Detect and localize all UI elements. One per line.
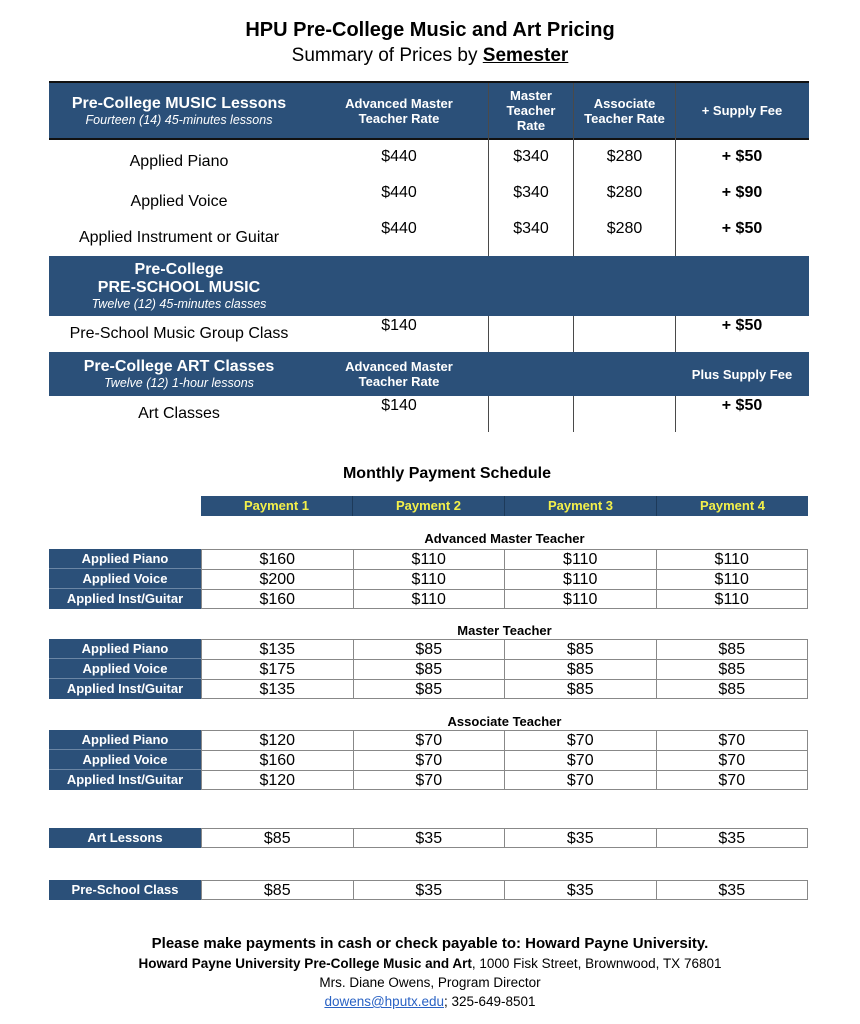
price-supply-fee: + $50 bbox=[721, 148, 763, 165]
payment-cell: $70 bbox=[657, 730, 809, 750]
payment-cell: $35 bbox=[657, 828, 809, 848]
schedule-grid-advanced-master bbox=[49, 549, 808, 609]
payment-cell: $35 bbox=[505, 880, 657, 900]
price-supply-fee: + $50 bbox=[721, 317, 763, 334]
email-link[interactable]: dowens@hputx.edu bbox=[324, 994, 444, 1009]
payment-cell: $160 bbox=[202, 589, 354, 609]
payment-cell: $85 bbox=[354, 639, 506, 659]
price-master: $340 bbox=[513, 184, 549, 201]
price-associate: $280 bbox=[606, 148, 643, 165]
table-row bbox=[49, 569, 808, 589]
row-label: Pre-School Music Group Class bbox=[69, 325, 289, 342]
schedule-grid-preschool bbox=[49, 880, 808, 900]
payment-cell: $110 bbox=[354, 569, 506, 589]
art-section-subtitle: Twelve (12) 1-hour lessons bbox=[104, 376, 254, 390]
payment-header: Payment 3 bbox=[505, 496, 657, 516]
schedule-grid-art-lessons bbox=[49, 828, 808, 848]
payment-cell: $110 bbox=[354, 589, 506, 609]
payment-cell: $175 bbox=[202, 659, 354, 679]
col-header-line: Associate bbox=[593, 95, 656, 111]
schedule-title: Monthly Payment Schedule bbox=[342, 465, 552, 482]
price-supply-fee: + $50 bbox=[721, 397, 763, 414]
price-advanced: $440 bbox=[381, 148, 417, 165]
payment-cell: $70 bbox=[657, 750, 809, 770]
art-section-header bbox=[49, 352, 309, 396]
payment-cell: $70 bbox=[354, 750, 506, 770]
payment-cell: $85 bbox=[505, 659, 657, 679]
payment-cell: $160 bbox=[202, 549, 354, 569]
music-header-bottom-border bbox=[49, 138, 809, 140]
art-col-header-supply-fee bbox=[676, 352, 808, 396]
row-label: Applied Piano bbox=[49, 549, 201, 569]
payment-cell: $85 bbox=[202, 880, 354, 900]
preschool-title-line2: PRE-SCHOOL MUSIC bbox=[97, 279, 261, 296]
payment-cell: $70 bbox=[505, 730, 657, 750]
payment-header: Payment 1 bbox=[201, 496, 353, 516]
col-header-line: Plus Supply Fee bbox=[691, 366, 793, 382]
payment-cell: $35 bbox=[354, 828, 506, 848]
payment-cell: $85 bbox=[657, 679, 809, 699]
col-header-line: Teacher bbox=[506, 103, 556, 118]
row-label: Applied Inst/Guitar bbox=[49, 589, 201, 609]
preschool-title-line1: Pre-College bbox=[134, 261, 224, 278]
payment-cell: $85 bbox=[505, 679, 657, 699]
page-title: HPU Pre-College Music and Art Pricing bbox=[245, 19, 615, 41]
payment-cell: $120 bbox=[202, 770, 354, 790]
payment-cell: $70 bbox=[657, 770, 809, 790]
payment-cell: $85 bbox=[354, 679, 506, 699]
payment-note: Please make payments in cash or check payable to: Howard Payne University. bbox=[151, 935, 709, 952]
price-associate: $280 bbox=[606, 220, 643, 237]
schedule-grid-associate bbox=[49, 730, 808, 790]
col-header-line: Rate bbox=[516, 118, 546, 133]
col-header-line: Teacher Rate bbox=[358, 374, 440, 389]
price-associate: $280 bbox=[606, 184, 643, 201]
payment-cell: $110 bbox=[657, 569, 809, 589]
col-header-line: Teacher Rate bbox=[584, 110, 665, 126]
table-row bbox=[49, 639, 808, 659]
payment-header: Payment 4 bbox=[699, 498, 766, 513]
col-header-supply-fee bbox=[676, 83, 808, 138]
col-header-associate bbox=[574, 83, 675, 138]
row-label: Applied Voice bbox=[49, 569, 201, 589]
subtitle-emphasis: Semester bbox=[482, 45, 569, 66]
page-subtitle bbox=[0, 45, 860, 67]
row-label: Art Classes bbox=[138, 405, 220, 422]
col-header-line: Teacher Rate bbox=[358, 110, 440, 126]
col-header-advanced-master bbox=[310, 83, 488, 138]
payment-cell: $70 bbox=[354, 770, 506, 790]
payment-cell: $135 bbox=[202, 679, 354, 699]
price-advanced: $440 bbox=[381, 184, 417, 201]
table-row bbox=[49, 679, 808, 699]
contact-line bbox=[0, 994, 860, 1009]
row-label: Art Lessons bbox=[49, 828, 201, 848]
payment-cell: $110 bbox=[505, 549, 657, 569]
col-header-line: Master bbox=[510, 88, 552, 103]
music-section-header bbox=[49, 83, 309, 138]
payment-cell: $70 bbox=[505, 750, 657, 770]
phone: ; 325-649-8501 bbox=[443, 994, 536, 1009]
table-row bbox=[49, 880, 808, 900]
row-label: Applied Piano bbox=[49, 730, 201, 750]
table-row bbox=[49, 730, 808, 750]
payment-cell: $135 bbox=[202, 639, 354, 659]
preschool-subtitle: Twelve (12) 45-minutes classes bbox=[91, 297, 267, 311]
payment-cell: $35 bbox=[505, 828, 657, 848]
art-section-title: Pre-College ART Classes bbox=[83, 358, 275, 375]
price-supply-fee: + $90 bbox=[721, 184, 763, 201]
music-section-subtitle: Fourteen (14) 45-minutes lessons bbox=[85, 112, 273, 127]
table-row bbox=[49, 750, 808, 770]
table-row bbox=[49, 589, 808, 609]
group-title-master: Master Teacher bbox=[457, 623, 552, 638]
music-section-title: Pre-College MUSIC Lessons bbox=[71, 94, 287, 112]
price-master: $340 bbox=[513, 220, 549, 237]
price-supply-fee: + $50 bbox=[721, 220, 763, 237]
price-advanced: $140 bbox=[381, 397, 417, 414]
row-label: Applied Piano bbox=[49, 639, 201, 659]
col-header-master bbox=[489, 83, 573, 138]
price-master: $340 bbox=[513, 148, 549, 165]
col-header-line: Advanced Master bbox=[345, 95, 453, 111]
group-title-associate: Associate Teacher bbox=[447, 714, 562, 729]
preschool-section-header bbox=[49, 258, 309, 314]
payment-cell: $110 bbox=[505, 589, 657, 609]
row-label: Applied Inst/Guitar bbox=[49, 679, 201, 699]
row-label: Applied Voice bbox=[49, 750, 201, 770]
payment-cell: $110 bbox=[657, 549, 809, 569]
row-label: Applied Piano bbox=[129, 153, 229, 170]
table-row bbox=[49, 770, 808, 790]
subtitle-prefix: Summary of Prices by bbox=[291, 45, 483, 66]
payment-cell: $110 bbox=[505, 569, 657, 589]
col-header-line: Advanced Master bbox=[345, 359, 453, 374]
org-name: Howard Payne University Pre-College Music and Art bbox=[138, 956, 472, 971]
payment-cell: $70 bbox=[354, 730, 506, 750]
payment-header-row bbox=[201, 496, 808, 516]
row-label: Applied Voice bbox=[130, 193, 228, 210]
price-advanced: $140 bbox=[381, 317, 417, 334]
schedule-grid-master bbox=[49, 639, 808, 699]
row-label: Pre-School Class bbox=[49, 880, 201, 900]
payment-cell: $110 bbox=[657, 589, 809, 609]
payment-cell: $85 bbox=[354, 659, 506, 679]
payment-cell: $35 bbox=[354, 880, 506, 900]
payment-cell: $120 bbox=[202, 730, 354, 750]
group-title-advanced-master: Advanced Master Teacher bbox=[424, 531, 585, 546]
row-label: Applied Voice bbox=[49, 659, 201, 679]
payment-cell: $110 bbox=[354, 549, 506, 569]
address-line bbox=[0, 956, 860, 971]
price-advanced: $440 bbox=[381, 220, 417, 237]
table-row bbox=[49, 549, 808, 569]
art-col-header-advanced bbox=[310, 352, 488, 396]
payment-cell: $85 bbox=[657, 659, 809, 679]
payment-cell: $160 bbox=[202, 750, 354, 770]
col-header-line: + Supply Fee bbox=[701, 103, 783, 118]
payment-cell: $85 bbox=[202, 828, 354, 848]
payment-cell: $70 bbox=[505, 770, 657, 790]
payment-header: Payment 2 bbox=[353, 496, 505, 516]
payment-cell: $85 bbox=[505, 639, 657, 659]
row-label: Applied Instrument or Guitar bbox=[78, 229, 280, 246]
table-row bbox=[49, 659, 808, 679]
director-line: Mrs. Diane Owens, Program Director bbox=[319, 975, 541, 990]
row-label: Applied Inst/Guitar bbox=[49, 770, 201, 790]
payment-cell: $35 bbox=[657, 880, 809, 900]
payment-cell: $85 bbox=[657, 639, 809, 659]
address: , 1000 Fisk Street, Brownwood, TX 76801 bbox=[471, 956, 722, 971]
table-row bbox=[49, 828, 808, 848]
payment-cell: $200 bbox=[202, 569, 354, 589]
